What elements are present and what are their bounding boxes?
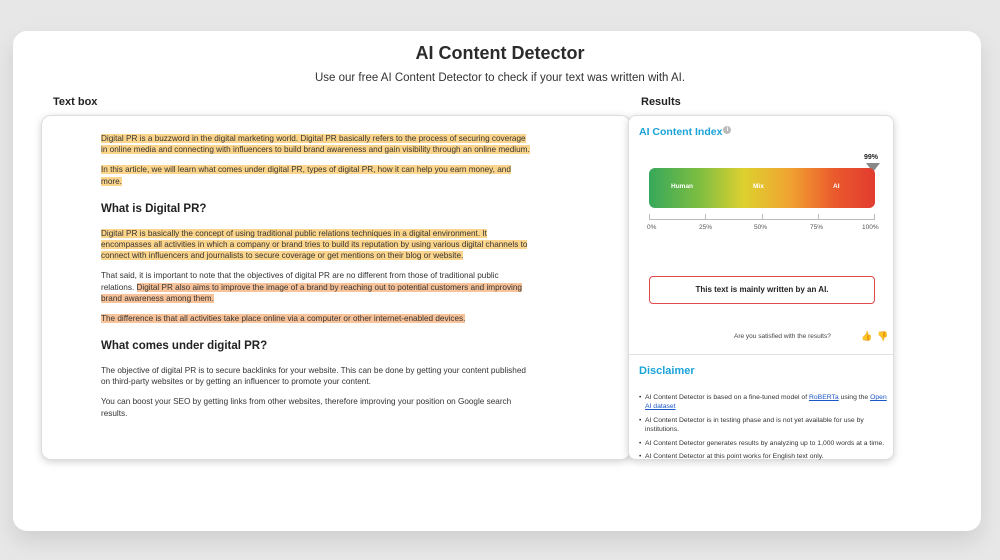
disclaimer-item: • AI Content Detector at this point works for English text only. (639, 452, 889, 461)
highlight-ai-text: Digital PR also aims to improve the image of a brand by reaching out to potential customers and improving brand awareness among them. (101, 282, 522, 304)
gauge-scale (649, 214, 875, 220)
scale-tick (818, 214, 819, 219)
paragraph (101, 313, 531, 324)
ai-content-index-title (639, 126, 731, 138)
paragraph: You can boost your SEO by getting links from other websites, therefore improving your position on Google search results. (101, 397, 512, 418)
section-heading: What is Digital PR? (101, 203, 207, 216)
info-icon[interactable]: i (723, 126, 731, 134)
highlight-ai-text: In this article, we will learn what comes under digital PR, types of digital PR, how it can help you earn money, and more. (101, 165, 511, 186)
scale-tick (705, 214, 706, 219)
scale-label: 100% (862, 224, 879, 231)
paragraph: The objective of digital PR is to secure backlinks for your website. This can be done by getting your content published on third-party websites or by getting an influencer to promote your content. (101, 365, 526, 387)
roberta-link[interactable]: RoBERTa (808, 394, 839, 401)
disclaimer-item: • AI Content Detector is in testing phase and is not yet available for use by institutions. (639, 416, 889, 435)
paragraph (101, 133, 531, 156)
page-title: AI Content Detector (415, 43, 585, 63)
results-label: Results (641, 96, 681, 108)
paragraph (101, 164, 531, 187)
disclaimer-text: AI Content Detector is based on a fine-tuned model of (645, 394, 809, 401)
gauge-label-ai: AI (833, 183, 840, 190)
disclaimer-list (639, 393, 889, 465)
scale-tick (762, 214, 763, 219)
gauge-label-mix: Mix (753, 183, 764, 190)
plain-text: That said, it is important to note that the objectives of digital PR are no different from those of traditional public relations. (101, 271, 499, 292)
section-heading: What comes under digital PR? (101, 340, 268, 353)
scale-tick (649, 214, 650, 219)
scale-label: 25% (699, 224, 713, 231)
textbox-label: Text box (53, 96, 98, 108)
page-subtitle: Use our free AI Content Detector to check if your text was written with AI. (314, 72, 686, 84)
thumbs-up-icon[interactable]: 👍 (861, 331, 873, 341)
paragraph (101, 270, 531, 304)
disclaimer-item (639, 393, 889, 412)
text-input-box[interactable] (41, 115, 631, 460)
scale-label: 50% (754, 224, 768, 231)
verdict-box: This text is mainly written by an AI. (649, 276, 875, 304)
highlight-ai-text: Digital PR is a buzzword in the digital marketing world. Digital PR basically refers to the process of securing coverage in online media and connecting with influencers to build brand awareness and gain visibility through an online medium. (101, 134, 530, 155)
scale-label: 0% (647, 224, 657, 231)
disclaimer-text: using the (838, 394, 871, 401)
scale-label: 75% (810, 224, 824, 231)
text-content[interactable] (101, 133, 531, 427)
results-panel (628, 115, 894, 460)
openai-dataset-link[interactable]: Open AI dataset (645, 394, 887, 411)
ai-content-gauge (649, 168, 875, 208)
thumbs-down-icon[interactable]: 👎 (877, 331, 889, 341)
satisfaction-prompt: Are you satisfied with the results? (734, 333, 831, 340)
disclaimer-title: Disclaimer (639, 365, 695, 377)
highlight-ai-text: The difference is that all activities take place online via a computer or other internet-enabled devices. (101, 313, 466, 323)
divider (629, 354, 893, 355)
disclaimer-item: • AI Content Detector generates results by analyzing up to 1,000 words at a time. (639, 439, 889, 448)
score-percent: 99% (864, 154, 879, 161)
ai-content-index-label: AI Content Index (639, 126, 723, 138)
gauge-label-human: Human (671, 183, 694, 190)
highlight-ai-text: Digital PR is basically the concept of using traditional public relations techniques in a digital environment. It encompasses all activities in which a company or brand tries to build its reputation by using various digital channels to connect with influencers and journalists to secure coverage or get mentions on their blog or website. (101, 228, 528, 261)
paragraph (101, 228, 531, 262)
scale-tick (874, 214, 875, 219)
